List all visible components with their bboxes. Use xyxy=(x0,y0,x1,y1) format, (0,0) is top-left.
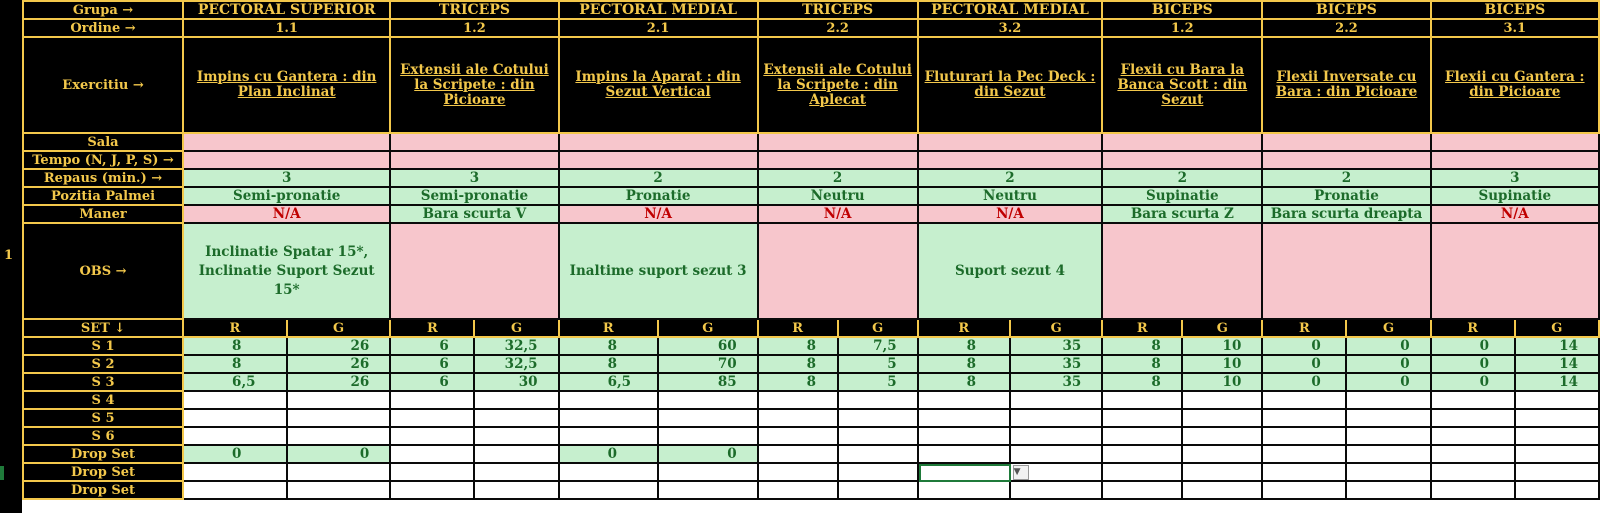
ordine-cell[interactable]: 3.2 xyxy=(918,19,1103,37)
ordine-cell[interactable]: 1.2 xyxy=(1102,19,1262,37)
obs-cell[interactable]: Inclinatie Spatar 15*, Inclinatie Suport Sezut 15* xyxy=(183,223,390,319)
grupa-cell[interactable]: PECTORAL MEDIAL xyxy=(559,1,758,19)
set-row-3 xyxy=(23,373,1599,391)
chevron-down-icon[interactable]: ▼ xyxy=(1013,465,1029,480)
set-row-6-g-cell[interactable] xyxy=(1010,427,1102,445)
set-row-3-label[interactable]: S 3 xyxy=(23,373,183,391)
pozitia-cell[interactable]: Supinatie xyxy=(1431,187,1599,205)
set-row-4-r-cell[interactable] xyxy=(1431,391,1515,409)
col-g-header[interactable]: G xyxy=(474,319,558,337)
repaus-cell[interactable]: 2 xyxy=(918,169,1103,187)
set-row-4-g-cell[interactable] xyxy=(838,391,918,409)
set-row-3-g-cell[interactable]: 5 xyxy=(838,373,918,391)
drop-set-row-1-r-cell[interactable]: 0 xyxy=(559,445,659,463)
set-row-1-label[interactable]: S 1 xyxy=(23,337,183,355)
drop-set-row-2-g-cell[interactable] xyxy=(1182,463,1262,481)
set-row-1-r-cell[interactable]: 8 xyxy=(758,337,838,355)
set-row-1-g-cell[interactable]: 35 xyxy=(1010,337,1102,355)
repaus-cell[interactable]: 2 xyxy=(1102,169,1262,187)
set-row-4-r-cell[interactable] xyxy=(390,391,474,409)
exercitiu-cell[interactable]: Impins cu Gantera : din Plan Inclinat xyxy=(183,37,390,133)
set-row-5-g-cell[interactable] xyxy=(1346,409,1430,427)
pozitia-cell[interactable]: Neutru xyxy=(758,187,918,205)
set-row-3-g-cell[interactable]: 35 xyxy=(1010,373,1102,391)
set-row-4 xyxy=(23,391,1599,409)
set-row-5-r-cell[interactable] xyxy=(758,409,838,427)
drop-set-row-1-r-cell[interactable] xyxy=(1102,445,1182,463)
maner-cell[interactable]: N/A xyxy=(1431,205,1599,223)
set-row-4-g-cell[interactable] xyxy=(474,391,558,409)
maner-cell[interactable]: Bara scurta Z xyxy=(1102,205,1262,223)
row-repaus xyxy=(23,169,1599,187)
set-row-3-r-cell[interactable]: 0 xyxy=(1431,373,1515,391)
set-row-6-g-cell[interactable] xyxy=(287,427,391,445)
set-row-5-r-cell[interactable] xyxy=(559,409,659,427)
sala-cell[interactable] xyxy=(559,133,758,151)
set-row-4-g-cell[interactable] xyxy=(1515,391,1599,409)
exercitiu-cell[interactable]: Impins la Aparat : din Sezut Vertical xyxy=(559,37,758,133)
drop-set-row-1-r-cell[interactable] xyxy=(1431,445,1515,463)
set-row-6-r-cell[interactable] xyxy=(918,427,1010,445)
drop-set-row-2-g-cell[interactable] xyxy=(1515,463,1599,481)
tempo-cell[interactable] xyxy=(758,151,918,169)
row-number: 1 xyxy=(4,248,14,263)
grupa-cell[interactable]: BICEPS xyxy=(1262,1,1430,19)
obs-cell[interactable] xyxy=(1102,223,1262,319)
set-row-2-r-cell[interactable]: 8 xyxy=(758,355,838,373)
drop-set-row-1-g-cell[interactable] xyxy=(1182,445,1262,463)
set-row-6-g-cell[interactable] xyxy=(1182,427,1262,445)
set-row-6-r-cell[interactable] xyxy=(559,427,659,445)
tempo-cell[interactable] xyxy=(559,151,758,169)
label-grupa[interactable]: Grupa → xyxy=(23,1,183,19)
set-row-2-g-cell[interactable]: 14 xyxy=(1515,355,1599,373)
set-row-4-g-cell[interactable] xyxy=(658,391,758,409)
set-row-6-r-cell[interactable] xyxy=(183,427,287,445)
col-r-header[interactable]: R xyxy=(183,319,287,337)
selected-cell-border xyxy=(919,464,1011,482)
set-row-1-r-cell[interactable]: 8 xyxy=(1102,337,1182,355)
tempo-cell[interactable] xyxy=(918,151,1103,169)
drop-set-row-3-label[interactable]: Drop Set xyxy=(23,481,183,499)
drop-set-row-3-r-cell[interactable] xyxy=(1262,481,1346,499)
obs-cell[interactable] xyxy=(758,223,918,319)
drop-set-row-2-r-cell[interactable] xyxy=(559,463,659,481)
drop-set-row-3-r-cell[interactable] xyxy=(918,481,1010,499)
drop-set-row-1 xyxy=(23,445,1599,463)
set-row-1-g-cell[interactable]: 60 xyxy=(658,337,758,355)
set-row-1 xyxy=(23,337,1599,355)
drop-set-row-2-r-cell[interactable] xyxy=(183,463,287,481)
set-row-5-g-cell[interactable] xyxy=(287,409,391,427)
row-grupa xyxy=(23,1,1599,19)
sala-cell[interactable] xyxy=(1262,133,1430,151)
tempo-cell[interactable] xyxy=(1431,151,1599,169)
set-row-1-r-cell[interactable]: 8 xyxy=(918,337,1010,355)
row-set xyxy=(23,319,1599,337)
drop-set-row-2-r-cell[interactable] xyxy=(758,463,838,481)
sala-cell[interactable] xyxy=(758,133,918,151)
sala-cell[interactable] xyxy=(1102,133,1262,151)
label-maner[interactable]: Maner xyxy=(23,205,183,223)
set-row-6-g-cell[interactable] xyxy=(474,427,558,445)
drop-set-row-2-r-cell[interactable] xyxy=(918,463,1021,481)
row-sala xyxy=(23,133,1599,151)
drop-set-row-1-r-cell[interactable] xyxy=(1262,445,1346,463)
set-row-5-r-cell[interactable] xyxy=(1431,409,1515,427)
set-row-1-r-cell[interactable]: 6 xyxy=(390,337,474,355)
set-row-2-g-cell[interactable]: 0 xyxy=(1346,355,1430,373)
set-row-2-r-cell[interactable]: 0 xyxy=(1431,355,1515,373)
drop-set-row-2-r-cell[interactable] xyxy=(390,463,474,481)
set-row-5-g-cell[interactable] xyxy=(658,409,758,427)
sala-cell[interactable] xyxy=(183,133,390,151)
set-row-6 xyxy=(23,427,1599,445)
set-row-2-r-cell[interactable]: 6 xyxy=(390,355,474,373)
row-pozitia xyxy=(23,187,1599,205)
set-row-3-g-cell[interactable]: 14 xyxy=(1515,373,1599,391)
label-tempo[interactable]: Tempo (N, J, P, S) → xyxy=(23,151,183,169)
set-row-2-r-cell[interactable]: 8 xyxy=(183,355,287,373)
drop-set-row-1-r-cell[interactable] xyxy=(918,445,1010,463)
drop-set-row-2-g-cell[interactable] xyxy=(658,463,758,481)
set-row-5-g-cell[interactable] xyxy=(474,409,558,427)
set-row-6-r-cell[interactable] xyxy=(390,427,474,445)
set-row-1-g-cell[interactable]: 26 xyxy=(287,337,391,355)
maner-cell[interactable]: Bara scurta dreapta xyxy=(1262,205,1430,223)
drop-set-row-2-g-cell[interactable] xyxy=(287,463,391,481)
drop-set-row-2-r-cell[interactable] xyxy=(1262,463,1346,481)
repaus-cell[interactable]: 2 xyxy=(758,169,918,187)
set-row-3-r-cell[interactable]: 8 xyxy=(758,373,838,391)
set-row-5 xyxy=(23,409,1599,427)
set-row-3-r-cell[interactable]: 6 xyxy=(390,373,474,391)
sala-cell[interactable] xyxy=(390,133,558,151)
col-r-header[interactable]: R xyxy=(1262,319,1346,337)
set-row-3-g-cell[interactable]: 10 xyxy=(1182,373,1262,391)
set-row-2-label[interactable]: S 2 xyxy=(23,355,183,373)
grupa-cell[interactable]: TRICEPS xyxy=(758,1,918,19)
obs-cell[interactable]: Suport sezut 4 xyxy=(918,223,1103,319)
set-row-4-g-cell[interactable] xyxy=(1010,391,1102,409)
col-r-header[interactable]: R xyxy=(1102,319,1182,337)
tempo-cell[interactable] xyxy=(183,151,390,169)
set-row-5-r-cell[interactable] xyxy=(183,409,287,427)
set-row-1-r-cell[interactable]: 0 xyxy=(1431,337,1515,355)
set-row-3-r-cell[interactable]: 6,5 xyxy=(183,373,287,391)
drop-set-row-1-g-cell[interactable] xyxy=(1010,445,1102,463)
maner-cell[interactable]: N/A xyxy=(918,205,1103,223)
col-g-header[interactable]: G xyxy=(838,319,918,337)
set-row-1-g-cell[interactable]: 32,5 xyxy=(474,337,558,355)
drop-set-row-3-g-cell[interactable] xyxy=(474,481,558,499)
drop-set-row-1-r-cell[interactable] xyxy=(390,445,474,463)
tempo-cell[interactable] xyxy=(1262,151,1430,169)
set-row-6-r-cell[interactable] xyxy=(758,427,838,445)
drop-set-row-1-g-cell[interactable] xyxy=(1515,445,1599,463)
exercitiu-cell[interactable]: Flexii cu Gantera : din Picioare xyxy=(1431,37,1599,133)
set-row-2-g-cell[interactable]: 70 xyxy=(658,355,758,373)
set-row-3-g-cell[interactable]: 85 xyxy=(658,373,758,391)
set-row-4-g-cell[interactable] xyxy=(287,391,391,409)
drop-set-row-2-g-cell[interactable] xyxy=(1346,463,1430,481)
exercitiu-cell[interactable]: Flexii Inversate cu Bara : din Picioare xyxy=(1262,37,1430,133)
drop-set-row-1-g-cell[interactable] xyxy=(474,445,558,463)
repaus-cell[interactable]: 2 xyxy=(1262,169,1430,187)
drop-set-row-3-r-cell[interactable] xyxy=(1102,481,1182,499)
drop-set-row-1-g-cell[interactable] xyxy=(838,445,918,463)
row-ordine xyxy=(23,19,1599,37)
set-row-4-r-cell[interactable] xyxy=(559,391,659,409)
set-row-1-g-cell[interactable]: 10 xyxy=(1182,337,1262,355)
label-repaus[interactable]: Repaus (min.) → xyxy=(23,169,183,187)
pozitia-cell[interactable]: Semi-pronatie xyxy=(183,187,390,205)
drop-set-row-3-r-cell[interactable] xyxy=(559,481,659,499)
set-row-6-g-cell[interactable] xyxy=(1346,427,1430,445)
set-row-2 xyxy=(23,355,1599,373)
drop-set-row-1-g-cell[interactable]: 0 xyxy=(658,445,758,463)
set-row-4-r-cell[interactable] xyxy=(1262,391,1346,409)
grupa-cell[interactable]: PECTORAL MEDIAL xyxy=(918,1,1103,19)
set-row-1-r-cell[interactable]: 8 xyxy=(183,337,287,355)
set-row-4-r-cell[interactable] xyxy=(1102,391,1182,409)
exercitiu-cell[interactable]: Fluturari la Pec Deck : din Sezut xyxy=(918,37,1103,133)
drop-set-row-3-g-cell[interactable] xyxy=(1010,481,1102,499)
set-row-3-g-cell[interactable]: 26 xyxy=(287,373,391,391)
ordine-cell[interactable]: 2.2 xyxy=(1262,19,1430,37)
label-obs[interactable]: OBS → xyxy=(23,223,183,319)
label-set[interactable]: SET ↓ xyxy=(23,319,183,337)
ordine-cell[interactable]: 2.2 xyxy=(758,19,918,37)
drop-set-row-1-label[interactable]: Drop Set xyxy=(23,445,183,463)
col-r-header[interactable]: R xyxy=(918,319,1010,337)
row-exercitiu xyxy=(23,37,1599,133)
grupa-cell[interactable]: BICEPS xyxy=(1431,1,1599,19)
col-g-header[interactable]: G xyxy=(287,319,391,337)
set-row-5-label[interactable]: S 5 xyxy=(23,409,183,427)
drop-set-row-2-r-cell[interactable] xyxy=(1102,463,1182,481)
set-row-5-r-cell[interactable] xyxy=(918,409,1010,427)
obs-cell[interactable]: Inaltime suport sezut 3 xyxy=(559,223,758,319)
set-row-2-r-cell[interactable]: 8 xyxy=(1102,355,1182,373)
repaus-cell[interactable]: 3 xyxy=(183,169,390,187)
ordine-cell[interactable]: 3.1 xyxy=(1431,19,1599,37)
obs-cell[interactable] xyxy=(1431,223,1599,319)
ordine-cell[interactable]: 1.1 xyxy=(183,19,390,37)
drop-set-row-3-g-cell[interactable] xyxy=(1515,481,1599,499)
drop-set-row-1-g-cell[interactable] xyxy=(1346,445,1430,463)
exercitiu-cell[interactable]: Extensii ale Cotului la Scripete : din Picioare xyxy=(390,37,558,133)
set-row-2-r-cell[interactable]: 0 xyxy=(1262,355,1346,373)
set-row-6-r-cell[interactable] xyxy=(1262,427,1346,445)
set-row-3-r-cell[interactable]: 0 xyxy=(1262,373,1346,391)
label-ordine[interactable]: Ordine → xyxy=(23,19,183,37)
pozitia-cell[interactable]: Pronatie xyxy=(559,187,758,205)
drop-set-row-1-r-cell[interactable] xyxy=(758,445,838,463)
set-row-4-r-cell[interactable] xyxy=(918,391,1010,409)
set-row-2-g-cell[interactable]: 5 xyxy=(838,355,918,373)
set-row-5-r-cell[interactable] xyxy=(1262,409,1346,427)
maner-cell[interactable]: Bara scurta V xyxy=(390,205,558,223)
drop-set-row-3-r-cell[interactable] xyxy=(183,481,287,499)
ordine-cell[interactable]: 2.1 xyxy=(559,19,758,37)
label-exercitiu[interactable]: Exercitiu → xyxy=(23,37,183,133)
set-row-3-g-cell[interactable]: 0 xyxy=(1346,373,1430,391)
set-row-4-label[interactable]: S 4 xyxy=(23,391,183,409)
set-row-4-g-cell[interactable] xyxy=(1346,391,1430,409)
set-row-2-r-cell[interactable]: 8 xyxy=(559,355,659,373)
set-row-3-r-cell[interactable]: 8 xyxy=(1102,373,1182,391)
set-row-2-g-cell[interactable]: 10 xyxy=(1182,355,1262,373)
drop-set-row-2-label[interactable]: Drop Set xyxy=(23,463,183,481)
col-g-header[interactable]: G xyxy=(658,319,758,337)
set-row-5-r-cell[interactable] xyxy=(1102,409,1182,427)
set-row-1-g-cell[interactable]: 14 xyxy=(1515,337,1599,355)
row-maner xyxy=(23,205,1599,223)
pozitia-cell[interactable]: Semi-pronatie xyxy=(390,187,558,205)
row-tempo xyxy=(23,151,1599,169)
row-header[interactable] xyxy=(0,0,22,513)
set-row-2-g-cell[interactable]: 26 xyxy=(287,355,391,373)
set-row-5-g-cell[interactable] xyxy=(1182,409,1262,427)
set-row-2-g-cell[interactable]: 32,5 xyxy=(474,355,558,373)
drop-set-row-1-r-cell[interactable]: 0 xyxy=(183,445,287,463)
drop-set-row-2-g-cell[interactable] xyxy=(474,463,558,481)
label-pozitia[interactable]: Pozitia Palmei xyxy=(23,187,183,205)
cell-cursor-marker xyxy=(0,466,4,480)
exercitiu-cell[interactable]: Extensii ale Cotului la Scripete : din Aplecat xyxy=(758,37,918,133)
sala-cell[interactable] xyxy=(1431,133,1599,151)
set-row-6-g-cell[interactable] xyxy=(838,427,918,445)
drop-set-row-3-g-cell[interactable] xyxy=(287,481,391,499)
drop-set-row-3-g-cell[interactable] xyxy=(658,481,758,499)
sala-cell[interactable] xyxy=(918,133,1103,151)
drop-set-row-3-g-cell[interactable] xyxy=(1346,481,1430,499)
workout-sheet xyxy=(22,0,1600,500)
drop-set-row-2-r-cell[interactable] xyxy=(1431,463,1515,481)
set-row-3-r-cell[interactable]: 6,5 xyxy=(559,373,659,391)
drop-set-row-2-g-cell[interactable] xyxy=(838,463,918,481)
set-row-1-r-cell[interactable]: 0 xyxy=(1262,337,1346,355)
set-row-6-label[interactable]: S 6 xyxy=(23,427,183,445)
col-r-header[interactable]: R xyxy=(559,319,659,337)
pozitia-cell[interactable]: Neutru xyxy=(918,187,1103,205)
col-r-header[interactable]: R xyxy=(390,319,474,337)
maner-cell[interactable]: N/A xyxy=(758,205,918,223)
set-row-6-g-cell[interactable] xyxy=(658,427,758,445)
obs-cell[interactable] xyxy=(390,223,558,319)
drop-set-row-3-g-cell[interactable] xyxy=(838,481,918,499)
drop-set-row-3-r-cell[interactable] xyxy=(758,481,838,499)
label-sala[interactable]: Sala xyxy=(23,133,183,151)
grupa-cell[interactable]: PECTORAL SUPERIOR xyxy=(183,1,390,19)
set-row-3-g-cell[interactable]: 30 xyxy=(474,373,558,391)
drop-set-row-1-g-cell[interactable]: 0 xyxy=(287,445,391,463)
drop-set-row-3-g-cell[interactable] xyxy=(1182,481,1262,499)
set-row-6-r-cell[interactable] xyxy=(1102,427,1182,445)
set-row-1-g-cell[interactable]: 7,5 xyxy=(838,337,918,355)
grupa-cell[interactable]: TRICEPS xyxy=(390,1,558,19)
set-row-6-r-cell[interactable] xyxy=(1431,427,1515,445)
set-row-6-g-cell[interactable] xyxy=(1515,427,1599,445)
set-row-4-r-cell[interactable] xyxy=(183,391,287,409)
repaus-cell[interactable]: 3 xyxy=(1431,169,1599,187)
col-g-header[interactable]: G xyxy=(1010,319,1102,337)
repaus-cell[interactable]: 3 xyxy=(390,169,558,187)
set-row-5-g-cell[interactable] xyxy=(1515,409,1599,427)
ordine-cell[interactable]: 1.2 xyxy=(390,19,558,37)
col-r-header[interactable]: R xyxy=(758,319,838,337)
obs-cell[interactable] xyxy=(1262,223,1430,319)
col-g-header[interactable]: G xyxy=(1515,319,1599,337)
set-row-5-g-cell[interactable] xyxy=(1010,409,1102,427)
set-row-3-r-cell[interactable]: 8 xyxy=(918,373,1010,391)
set-row-1-g-cell[interactable]: 0 xyxy=(1346,337,1430,355)
tempo-cell[interactable] xyxy=(390,151,558,169)
set-row-2-g-cell[interactable]: 35 xyxy=(1010,355,1102,373)
set-row-1-r-cell[interactable]: 8 xyxy=(559,337,659,355)
pozitia-cell[interactable]: Pronatie xyxy=(1262,187,1430,205)
col-g-header[interactable]: G xyxy=(1346,319,1430,337)
set-row-4-r-cell[interactable] xyxy=(758,391,838,409)
grupa-cell[interactable]: BICEPS xyxy=(1102,1,1262,19)
maner-cell[interactable]: N/A xyxy=(559,205,758,223)
maner-cell[interactable]: N/A xyxy=(183,205,390,223)
drop-set-row-3 xyxy=(23,481,1599,499)
set-row-4-g-cell[interactable] xyxy=(1182,391,1262,409)
drop-set-row-3-r-cell[interactable] xyxy=(390,481,474,499)
tempo-cell[interactable] xyxy=(1102,151,1262,169)
repaus-cell[interactable]: 2 xyxy=(559,169,758,187)
col-g-header[interactable]: G xyxy=(1182,319,1262,337)
set-row-5-r-cell[interactable] xyxy=(390,409,474,427)
set-row-5-g-cell[interactable] xyxy=(838,409,918,427)
drop-set-row-2 xyxy=(23,463,1599,481)
set-row-2-r-cell[interactable]: 8 xyxy=(918,355,1010,373)
col-r-header[interactable]: R xyxy=(1431,319,1515,337)
drop-set-row-3-r-cell[interactable] xyxy=(1431,481,1515,499)
exercitiu-cell[interactable]: Flexii cu Bara la Banca Scott : din Sezut xyxy=(1102,37,1262,133)
pozitia-cell[interactable]: Supinatie xyxy=(1102,187,1262,205)
row-obs xyxy=(23,223,1599,319)
